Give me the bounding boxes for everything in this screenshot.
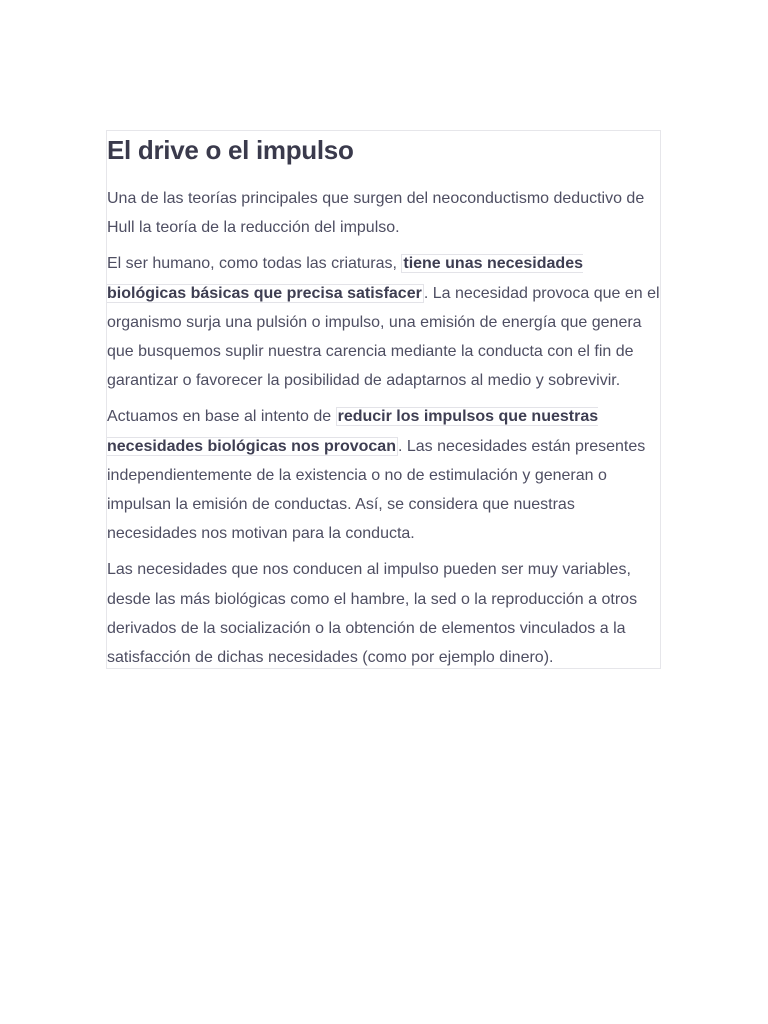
section-title: El drive o el impulso: [107, 135, 354, 165]
paragraph-2-text-after: . La necesidad provoca que en el organismo surja una pulsión o impulso, una emisión de energía que genera que busquemos suplir nuestra carencia mediante la conducta con el fin de garantizar o favorecer la posibilidad de adaptarnos al medio y sobrevivir.: [107, 284, 660, 390]
article-section: [106, 130, 661, 669]
highlighted-phrase-needs: tiene unas necesidades biológicas básicas que precisa satisfacer: [107, 255, 583, 302]
paragraph-3-text-after: . Las necesidades están presentes independientemente de la existencia o no de estimulación y generan o impulsan la emisión de conductas. Así, se considera que nuestras necesidades nos motivan para la conducta.: [107, 437, 646, 543]
paragraph-3-text-before: Actuamos en base al intento de: [107, 408, 336, 426]
paragraph-2-text-before: El ser humano, como todas las criaturas,: [107, 255, 402, 273]
highlighted-phrase-impulses: reducir los impulsos que nuestras necesidades biológicas nos provocan: [107, 408, 599, 455]
paragraph-4: Las necesidades que nos conducen al impulso pueden ser muy variables, desde las más biológicas como el hambre, la sed o la reproducción a otros derivados de la socialización o la obtención de elementos vinculados a la satisfacción de dichas necesidades (como por ejemplo dinero).: [107, 561, 638, 667]
paragraph-2: [107, 249, 660, 395]
paragraph-1: Una de las teorías principales que surgen del neoconductismo deductivo de Hull la teoría de la reducción del impulso.: [107, 190, 645, 237]
paragraph-3: [107, 402, 660, 548]
